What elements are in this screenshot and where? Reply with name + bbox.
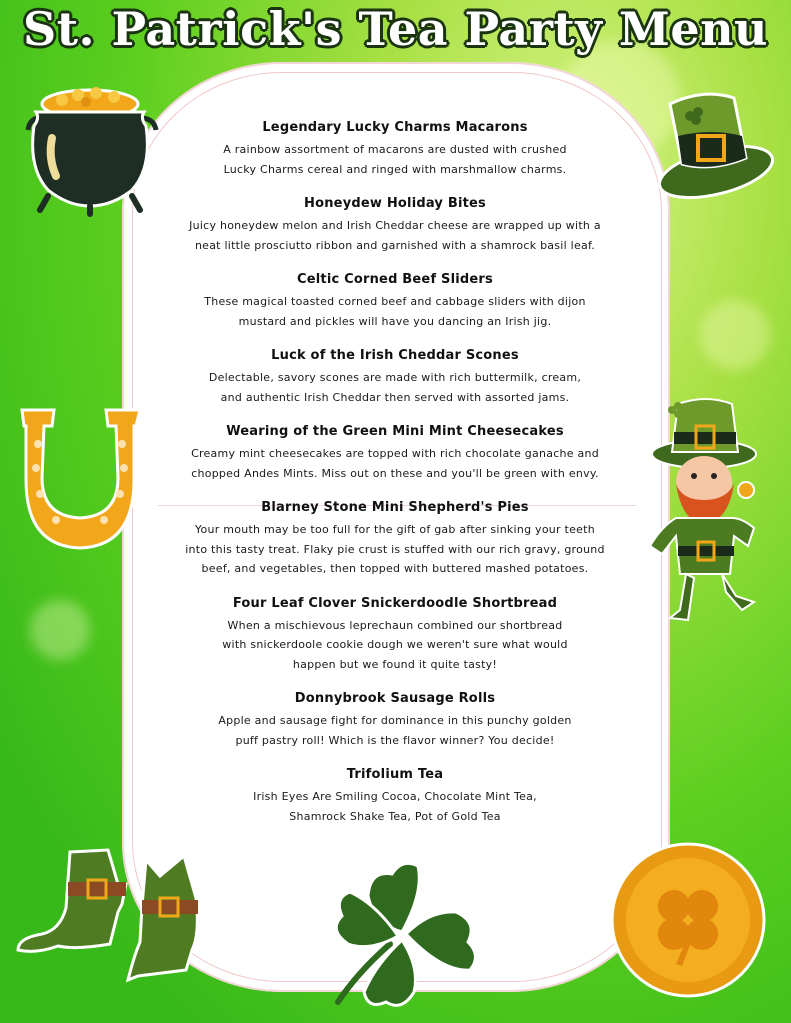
menu-item — [150, 596, 640, 675]
gold-coin-icon — [604, 836, 770, 1002]
leprechaun-hat-icon — [648, 86, 778, 208]
menu-item — [150, 272, 640, 331]
menu-item-line: Your mouth may be too full for the gift of gab after sinking your teeth — [195, 523, 595, 536]
menu-item-line: Juicy honeydew melon and Irish Cheddar cheese are wrapped up with a — [189, 219, 601, 232]
menu-item — [150, 120, 640, 179]
menu-item-line: neat little prosciutto ribbon and garnished with a shamrock basil leaf. — [194, 238, 596, 252]
menu-item-line: into this tasty treat. Flaky pie crust is stuffed with our rich gravy, ground — [185, 542, 605, 556]
menu-item-line: and authentic Irish Cheddar then served with assorted jams. — [220, 390, 570, 404]
menu-item-line: Creamy mint cheesecakes are topped with rich chocolate ganache and — [191, 447, 599, 460]
menu-item-name: Blarney Stone Mini Shepherd's Pies — [261, 500, 529, 515]
menu-item-name: Wearing of the Green Mini Mint Cheesecakes — [226, 424, 564, 439]
menu-item-name: Trifolium Tea — [346, 767, 444, 782]
menu-item-line: A rainbow assortment of macarons are dusted with crushed — [223, 143, 567, 156]
menu-item-name: Honeydew Holiday Bites — [304, 196, 486, 211]
page-title — [0, 2, 791, 56]
menu-item-line: mustard and pickles will have you dancing an Irish jig. — [238, 314, 552, 328]
menu-item-line: Irish Eyes Are Smiling Cocoa, Chocolate Mint Tea, — [253, 790, 537, 803]
menu-item — [150, 691, 640, 750]
pot-of-gold-icon — [22, 78, 162, 218]
menu-item-name: Donnybrook Sausage Rolls — [294, 691, 496, 706]
menu-item-line: beef, and vegetables, then topped with buttered mashed potatoes. — [201, 562, 589, 575]
menu-item-name: Celtic Corned Beef Sliders — [297, 272, 493, 287]
menu-item-line: puff pastry roll! Which is the flavor winner? You decide! — [235, 733, 555, 747]
menu-item — [150, 424, 640, 483]
menu-item-line: happen but we found it quite tasty! — [292, 657, 498, 671]
boots-icon — [14, 846, 214, 996]
menu-item-line: Lucky Charms cereal and ringed with marshmallow charms. — [223, 162, 567, 176]
background-glow — [30, 600, 90, 660]
menu-item-line: with snickerdoole cookie dough we weren't sure what would — [222, 638, 568, 651]
menu-item-name: Four Leaf Clover Snickerdoodle Shortbread — [232, 595, 558, 611]
title-highlight: Menu — [618, 2, 768, 56]
menu-item-line: When a mischievous leprechaun combined our shortbread — [227, 618, 563, 632]
menu-item-line: Apple and sausage fight for dominance in this punchy golden — [218, 714, 572, 727]
horseshoe-icon — [12, 404, 150, 554]
menu-list — [150, 120, 640, 843]
menu-item — [150, 196, 640, 255]
menu-item-line: chopped Andes Mints. Miss out on these and you'll be green with envy. — [191, 466, 599, 480]
title-prefix: St. Patrick's Tea Party — [23, 2, 619, 56]
background-glow — [700, 300, 770, 370]
menu-item-line: Delectable, savory scones are made with rich buttermilk, cream, — [208, 371, 582, 384]
four-leaf-clover-icon — [318, 852, 488, 1022]
menu-item — [150, 767, 640, 826]
menu-item-name: Legendary Lucky Charms Macarons — [262, 120, 528, 135]
menu-item-line: Shamrock Shake Tea, Pot of Gold Tea — [289, 809, 501, 823]
leprechaun-icon — [642, 396, 772, 626]
menu-item-name: Luck of the Irish Cheddar Scones — [271, 348, 519, 363]
menu-item — [150, 500, 640, 579]
menu-item-line: These magical toasted corned beef and cabbage sliders with dijon — [204, 295, 586, 308]
menu-item — [150, 348, 640, 407]
